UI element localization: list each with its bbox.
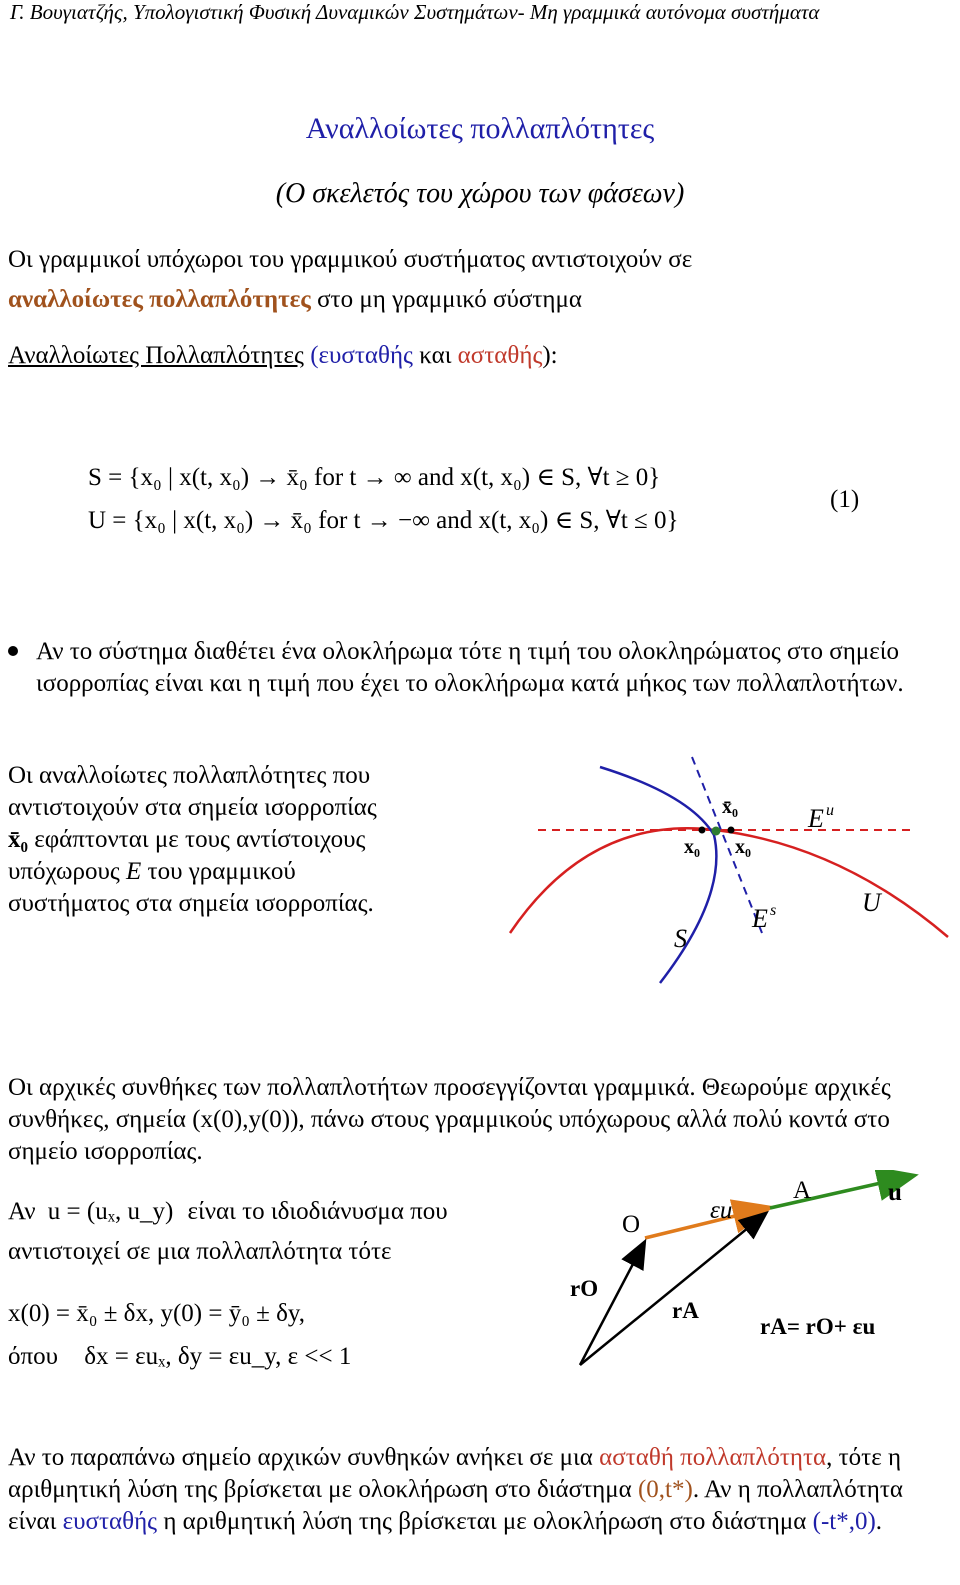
bullet-paragraph: Αν το σύστημα διαθέτει ένα ολοκλήρωμα τότε η τιμή του ολοκληρώματος στο σημείο ισορροπίας είναι και η τιμή που έχει το ολοκλήρωμα κατά μήκος των πολλαπλοτήτων. (36, 638, 904, 697)
eigen-an: Αν (8, 1198, 36, 1225)
rA-arrow (580, 1214, 765, 1365)
label-x0-right: x₀ (735, 836, 751, 858)
epsilon-u-arrow (645, 1208, 768, 1238)
initial-conditions-paragraph: Οι αρχικές συνθήκες των πολλαπλοτήτων προσεγγίζονται γραμμικά. Θεωρούμε αρχικές συνθήκες, σημεία (x(0),y(0)), πάνω στους γραμμικούς υπόχωρους αλλά πολύ κοντά στο σημείο ισορροπίας. (8, 1074, 891, 1165)
label-rO: rO (570, 1276, 599, 1301)
and-word: και (412, 342, 458, 369)
label-Eu-sup: u (826, 802, 834, 819)
label-eu: εu (710, 1197, 733, 1224)
intro-highlight: αναλλοίωτες πολλαπλότητες (8, 286, 311, 313)
page-title: Αναλλοίωτες πολλαπλότητες (305, 112, 655, 145)
eigenvector-definition: u = (uₓ, u_y) (47, 1198, 174, 1225)
perturbation-definition: δx = εuₓ, δy = εu_y, ε << 1 (84, 1343, 352, 1370)
equation-number: (1) (830, 486, 860, 513)
final-p5: . (875, 1508, 883, 1535)
final-paragraph (8, 1442, 953, 1538)
manifold-diagram (500, 755, 955, 990)
label-rA: rA (672, 1298, 699, 1323)
final-unstable: ασταθή πολλαπλότητα (599, 1444, 827, 1471)
formula-opou: όπου (8, 1343, 58, 1370)
page-subtitle: (Ο σκελετός του χώρου των φάσεων) (275, 178, 685, 209)
initial-point-left (699, 827, 706, 834)
tangent-line-4 (8, 856, 448, 888)
label-Eu: E (808, 804, 824, 833)
bullet-icon (8, 646, 18, 656)
final-p4: η αριθμητική λύση της βρίσκεται με ολοκλήρωση στο διάστημα (157, 1508, 813, 1535)
equilibrium-point (712, 827, 721, 836)
eigen-line-2: αντιστοιχεί σε μια πολλαπλότητα τότε (8, 1238, 392, 1265)
eigen-line-1 (8, 1196, 448, 1228)
label-xbar0: x̄₀ (722, 796, 738, 818)
eigen-line-1-rest: είναι το ιδιοδιάνυσμα που (187, 1198, 448, 1225)
label-O: O (622, 1211, 641, 1238)
initial-formula: x(0) = x̄₀ ± δx, y(0) = ȳ₀ ± δy, (8, 1300, 306, 1327)
equation-S: S = {x₀ | x(t, x₀) → x̄₀ for t → ∞ and x(t, x₀) ∈ S, ∀t ≥ 0} (88, 464, 661, 491)
final-p1: Αν το παραπάνω σημείο αρχικών συνθηκών ανήκει σε μια (8, 1444, 600, 1471)
intro-line-2 (8, 284, 953, 316)
paren-open: ( (303, 342, 319, 369)
unstable-manifold-curve (510, 828, 948, 937)
tangent-line-5: συστήματος στα σημεία ισορροπίας. (8, 890, 374, 917)
manifolds-heading-label: Αναλλοίωτες Πολλαπλότητες (8, 342, 304, 369)
label-S: S (674, 924, 687, 953)
tangent-line-4-a: υπόχωρους (8, 858, 127, 885)
unstable-word: ασταθής (457, 342, 543, 369)
vector-equation: rA= rO+ εu (760, 1314, 876, 1339)
final-stable: ευσταθής (62, 1508, 158, 1535)
stable-word: ευσταθής (318, 342, 413, 369)
intro-paragraph (8, 244, 953, 316)
final-p2: , τότε η αριθμητική λύση της βρίσκεται με ολοκλήρωση στο διάστημα (8, 1444, 902, 1503)
equilibrium-symbol: x̄₀ (8, 826, 28, 853)
label-Es-sup: s (770, 902, 777, 919)
label-Es: E (752, 904, 768, 933)
perturbation-formula (8, 1343, 351, 1371)
paren-close: ): (542, 342, 558, 369)
tangent-line-4-b: του γραμμικού (141, 858, 296, 885)
tangent-line-3-rest: εφάπτονται με τους αντίστοιχους (28, 826, 366, 853)
label-U: U (862, 888, 881, 917)
vector-diagram (560, 1170, 950, 1415)
tangent-E-symbol: E (126, 858, 142, 885)
tangent-line-3 (8, 824, 448, 856)
intro-line-1: Οι γραμμικοί υπόχωροι του γραμμικού συστήματος αντιστοιχούν σε (8, 246, 693, 273)
stable-manifold-curve (600, 767, 716, 983)
final-interval-backward: (-t*,0) (812, 1508, 876, 1535)
equation-U: U = {x₀ | x(t, x₀) → x̄₀ for t → −∞ and x(t, x₀) ∈ S, ∀t ≤ 0} (88, 507, 679, 534)
label-x0-left: x₀ (684, 836, 700, 858)
final-interval-forward: (0,t*) (637, 1476, 693, 1503)
tangent-paragraph (8, 760, 448, 920)
manifolds-heading (8, 340, 558, 372)
rO-arrow (580, 1243, 644, 1365)
initial-point-right (728, 827, 735, 834)
final-p3: . Αν η πολλαπλότητα είναι (8, 1476, 904, 1535)
label-A: A (793, 1177, 812, 1204)
label-u: u (888, 1179, 902, 1206)
tangent-line-1: Οι αναλλοίωτες πολλαπλότητες που (8, 762, 371, 789)
intro-line-2-rest: στο μη γραμμικό σύστημα (310, 286, 582, 313)
tangent-line-2: αντιστοιχούν στα σημεία ισορροπίας (8, 794, 377, 821)
page-header: Γ. Βουγιατζής, Υπολογιστική Φυσική Δυναμικών Συστημάτων- Μη γραμμικά αυτόνομα συστήματα (10, 0, 820, 24)
